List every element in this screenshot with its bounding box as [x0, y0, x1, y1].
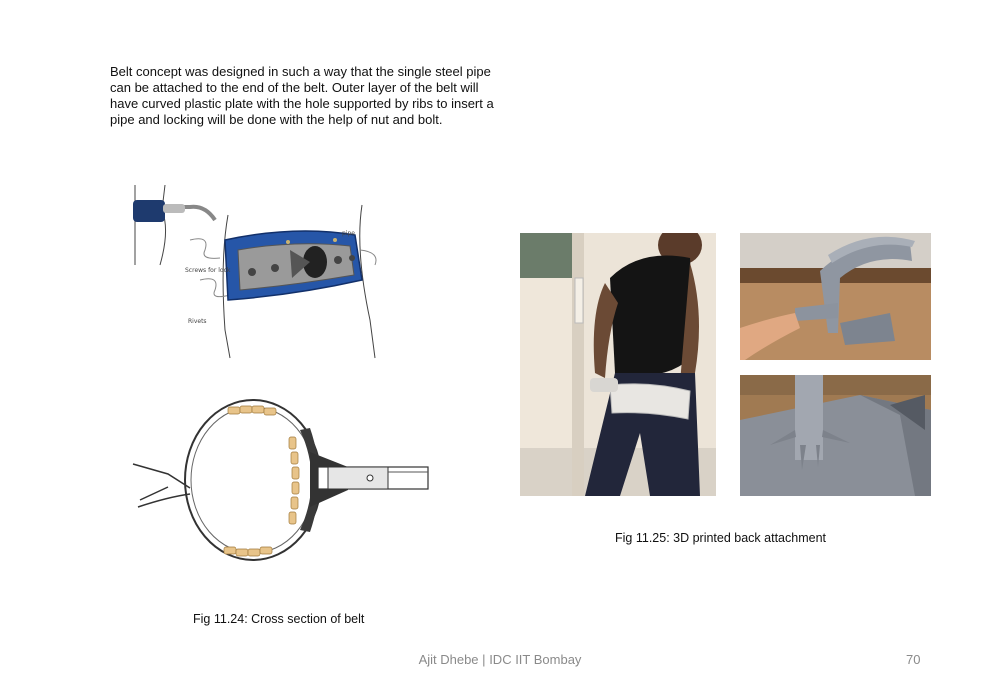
footer-separator: | [482, 652, 486, 667]
body-paragraph: Belt concept was designed in such a way that the single steel pipe can be attached to the end of the belt. Outer layer of the belt will have curved plastic plate with the hole supported by ribs to insert a pipe and locking will be done with the help of nut and bolt. [110, 64, 494, 127]
photo-ribs-closeup [740, 375, 931, 496]
footer-author: Ajit Dhebe [418, 652, 479, 667]
page-number: 70 [906, 652, 921, 667]
sketch-label-screws: Screws for lock [185, 267, 231, 274]
sketch-label-rivets: Rivets [188, 318, 207, 325]
belt-cross-section-drawing [128, 392, 433, 572]
caption-fig-11-24: Fig 11.24: Cross section of belt [193, 612, 365, 626]
photo-3d-printed-part [740, 233, 931, 360]
page-footer [0, 652, 1000, 667]
footer-institute: IDC IIT Bombay [489, 652, 582, 667]
sketch-label-pipe: pipe [342, 230, 355, 237]
photo-person-wearing-belt [520, 233, 716, 496]
belt-sketch [130, 180, 390, 360]
caption-fig-11-25: Fig 11.25: 3D printed back attachment [615, 531, 826, 545]
